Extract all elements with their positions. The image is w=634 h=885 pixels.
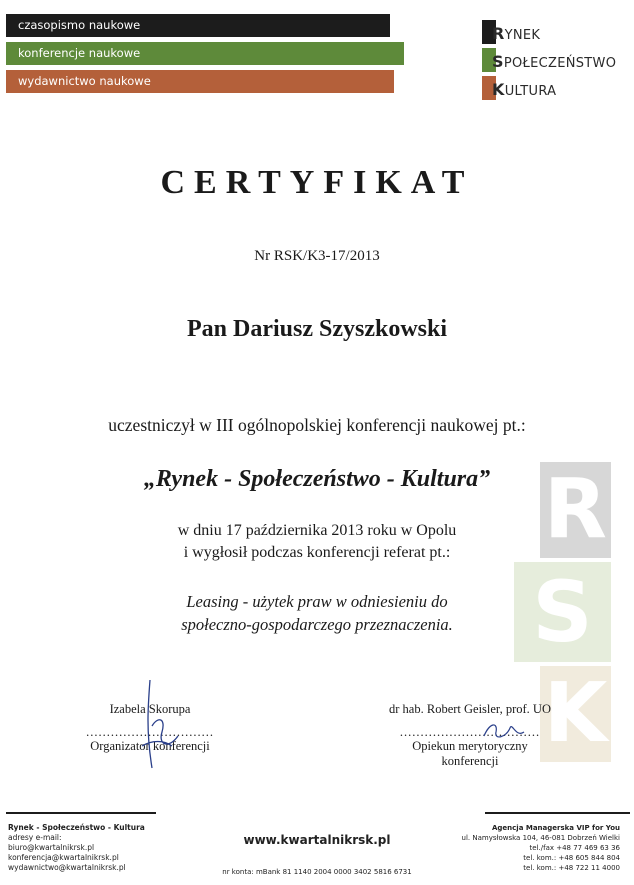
logo-word-rynek: RYNEK [492, 24, 541, 43]
watermark-letter-k: K [540, 666, 611, 762]
paper-title [0, 590, 634, 636]
rsk-logo [482, 16, 622, 100]
footer-email[interactable]: biuro@kwartalnikrsk.pl [8, 843, 95, 852]
footer-contact-left [8, 823, 145, 873]
footer-agency-name: Agencja Managerska VIP for You [491, 824, 620, 832]
footer-mobile-1: tel. kom.: +48 605 844 804 [523, 854, 620, 862]
paper-title-line-2: społeczno-gospodarczego przeznaczenia. [181, 615, 453, 634]
header-bar-conferences: konferencje naukowe [6, 42, 404, 65]
paper-title-line-1: Leasing - użytek praw w odniesieniu do [186, 592, 448, 611]
conference-title: „Rynek - Społeczeństwo - Kultura” [143, 466, 491, 492]
certificate-title: CERTYFIKAT [160, 164, 474, 201]
footer-website-link[interactable]: www.kwartalnikrsk.pl [243, 833, 391, 847]
footer-phone-fax: tel./fax +48 77 469 63 36 [529, 844, 620, 852]
organizer-role: Organizator konferencji [90, 739, 210, 753]
participation-text: uczestniczył w III ogólnopolskiej konferencji naukowej pt.: [108, 415, 526, 435]
date-text [0, 520, 634, 564]
supervisor-role-line-2: konferencji [441, 754, 499, 768]
logo-word-kultura: KULTURA [492, 80, 557, 99]
organizer-name: Izabela Skorupa [109, 702, 191, 716]
supervisor-role-line-1: Opiekun merytoryczny [412, 739, 528, 753]
footer-bank-account: nr konta: mBank 81 1140 2004 0000 3402 5816 6731 [222, 868, 412, 876]
watermark-letter-s: S [514, 562, 611, 662]
date-line-2: i wygłosił podczas konferencji referat pt.: [183, 544, 451, 561]
watermark-letter-r: R [540, 462, 611, 558]
organizer-signature-line: ............................... [86, 725, 214, 739]
handwritten-signature-left [128, 676, 188, 776]
handwritten-signature-right [480, 718, 530, 744]
footer-org-name: Rynek - Społeczeństwo - Kultura [8, 823, 145, 832]
footer-email[interactable]: konferencja@kwartalnikrsk.pl [8, 853, 119, 862]
footer-email[interactable]: wydawnictwo@kwartalnikrsk.pl [8, 863, 126, 872]
supervisor-signature-line: .................................. [399, 725, 541, 739]
footer-email-label: adresy e-mail: [8, 833, 62, 842]
footer-divider-left [6, 812, 156, 814]
supervisor-name: dr hab. Robert Geisler, prof. UO [389, 702, 551, 716]
footer-address: ul. Namysłowska 104, 46-081 Dobrzeń Wielki [461, 834, 620, 842]
logo-word-spoleczenstwo: SPOŁECZEŃSTWO [492, 52, 617, 71]
header-bar-publishing: wydawnictwo naukowe [6, 70, 394, 93]
header-bar-journal: czasopismo naukowe [6, 14, 390, 37]
signature-block-supervisor [380, 702, 560, 769]
certificate-number: Nr RSK/K3-17/2013 [254, 248, 380, 264]
footer-contact-right [462, 823, 620, 873]
recipient-name: Pan Dariusz Szyszkowski [186, 316, 448, 342]
date-line-1: w dniu 17 października 2013 roku w Opolu [177, 522, 457, 539]
footer-divider-right [485, 812, 630, 814]
footer-mobile-2: tel. kom.: +48 722 11 4000 [523, 864, 620, 872]
